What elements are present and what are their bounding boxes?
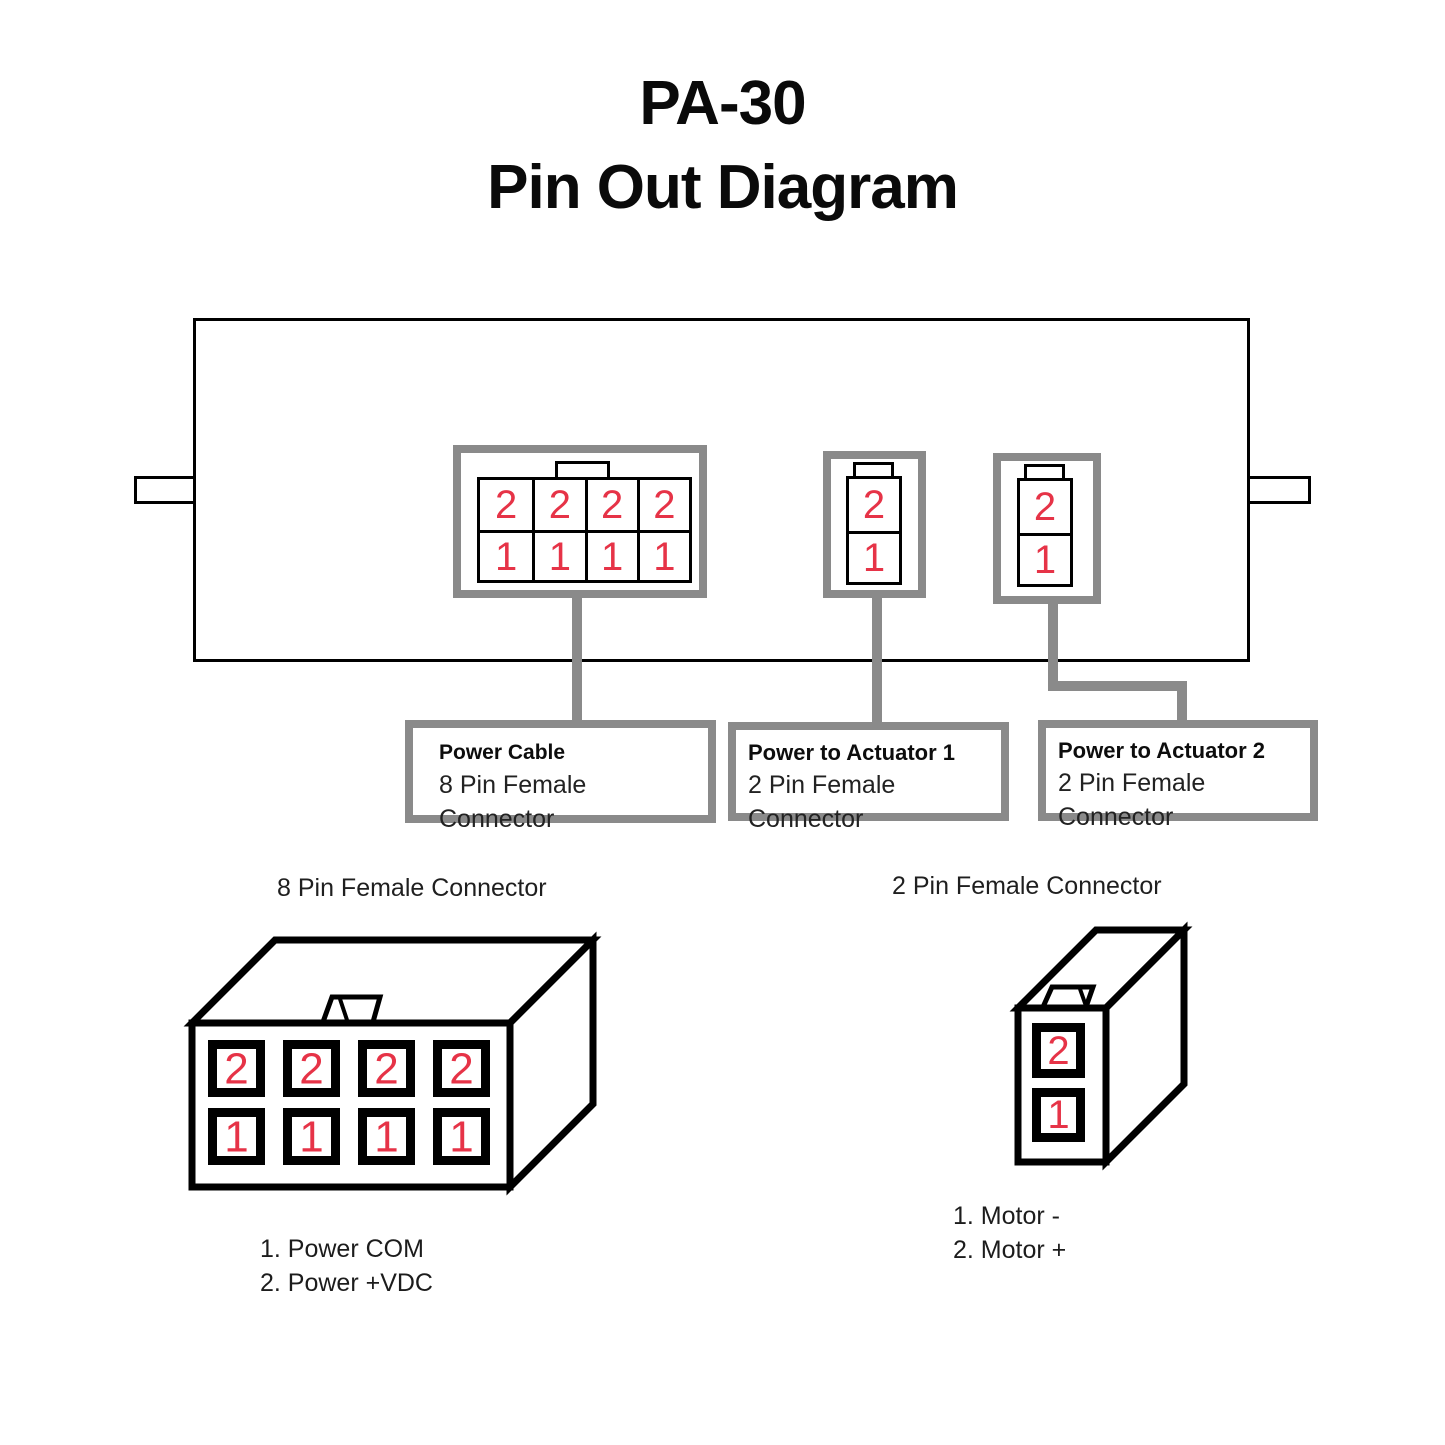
pin-cell [1020, 481, 1070, 533]
pin-number: 1 [495, 534, 518, 579]
callout-subtitle: 2 Pin Female Connector [748, 771, 896, 833]
two-pin-legend [953, 1199, 1066, 1267]
key-tab-3d [323, 997, 380, 1022]
callout-title: Power Cable [439, 741, 566, 764]
eight-pin-grid [477, 477, 692, 583]
eight-pin-legend [260, 1232, 433, 1300]
callout-title: Power to Actuator 1 [748, 740, 955, 765]
pin-cell [532, 480, 584, 530]
pin-cell [849, 531, 899, 583]
pin-number: 1 [299, 1112, 324, 1162]
actuator1-cable-line [872, 596, 882, 723]
pin-number: 2 [449, 1044, 474, 1094]
two-pin1-column [846, 476, 902, 585]
pin-number: 2 [653, 483, 676, 527]
pin-cell [1020, 533, 1070, 585]
pin-number: 1 [1047, 1093, 1070, 1137]
pin-number: 1 [224, 1112, 249, 1162]
pin-number: 1 [1033, 537, 1057, 582]
pin-cell [637, 480, 689, 530]
legend-line: 2. Motor + [953, 1236, 1067, 1264]
legend-line: 2. Power +VDC [260, 1269, 433, 1297]
callout-actuator-2 [1038, 720, 1318, 831]
actuator2-cable-line-h [1048, 681, 1187, 691]
pin-number: 2 [1033, 484, 1057, 529]
pin-cell [849, 479, 899, 531]
eight-pin-3d-drawing [180, 925, 620, 1225]
callout-subtitle: 8 Pin Female Connector [439, 771, 587, 833]
two-pin-section-heading: 2 Pin Female Connector [892, 872, 1162, 900]
legend-line: 1. Power COM [260, 1235, 424, 1263]
two-pin2-column [1017, 478, 1073, 587]
pin-number: 2 [299, 1044, 324, 1094]
callout-subtitle: 2 Pin Female Connector [1058, 769, 1206, 831]
actuator2-cable-line-v1 [1048, 601, 1058, 691]
page-title-model: PA-30 [639, 69, 806, 138]
power-cable-line [572, 596, 582, 723]
pin-cell [532, 530, 584, 580]
pin-number: 2 [862, 482, 886, 527]
left-mount-tab [134, 476, 197, 504]
pin-number: 2 [601, 483, 624, 527]
pin-number: 1 [862, 535, 886, 580]
pin-cell [637, 530, 689, 580]
page-title-caption: Pin Out Diagram [487, 153, 958, 222]
callout-title: Power to Actuator 2 [1058, 738, 1265, 763]
callout-actuator-1 [728, 722, 1009, 833]
pin-number: 1 [601, 534, 624, 579]
pin-cell [480, 530, 532, 580]
pin-number: 1 [548, 534, 571, 579]
pin-number: 2 [224, 1044, 249, 1094]
pin-number: 2 [495, 483, 518, 527]
pin-number: 1 [374, 1112, 399, 1162]
right-mount-tab [1247, 476, 1311, 504]
actuator2-cable-line-v2 [1177, 681, 1187, 722]
pin-cell [480, 480, 532, 530]
pin-number: 1 [653, 534, 676, 579]
pin-cell [585, 480, 637, 530]
pin-number: 2 [374, 1044, 399, 1094]
legend-line: 1. Motor - [953, 1202, 1060, 1230]
two-pin-3d-drawing [1000, 920, 1230, 1210]
pin-number: 2 [1047, 1029, 1070, 1073]
pin-number: 2 [548, 483, 571, 527]
eight-pin-section-heading: 8 Pin Female Connector [277, 874, 547, 902]
pin-number: 1 [449, 1112, 474, 1162]
pin-cell [585, 530, 637, 580]
callout-power-cable [405, 720, 716, 833]
